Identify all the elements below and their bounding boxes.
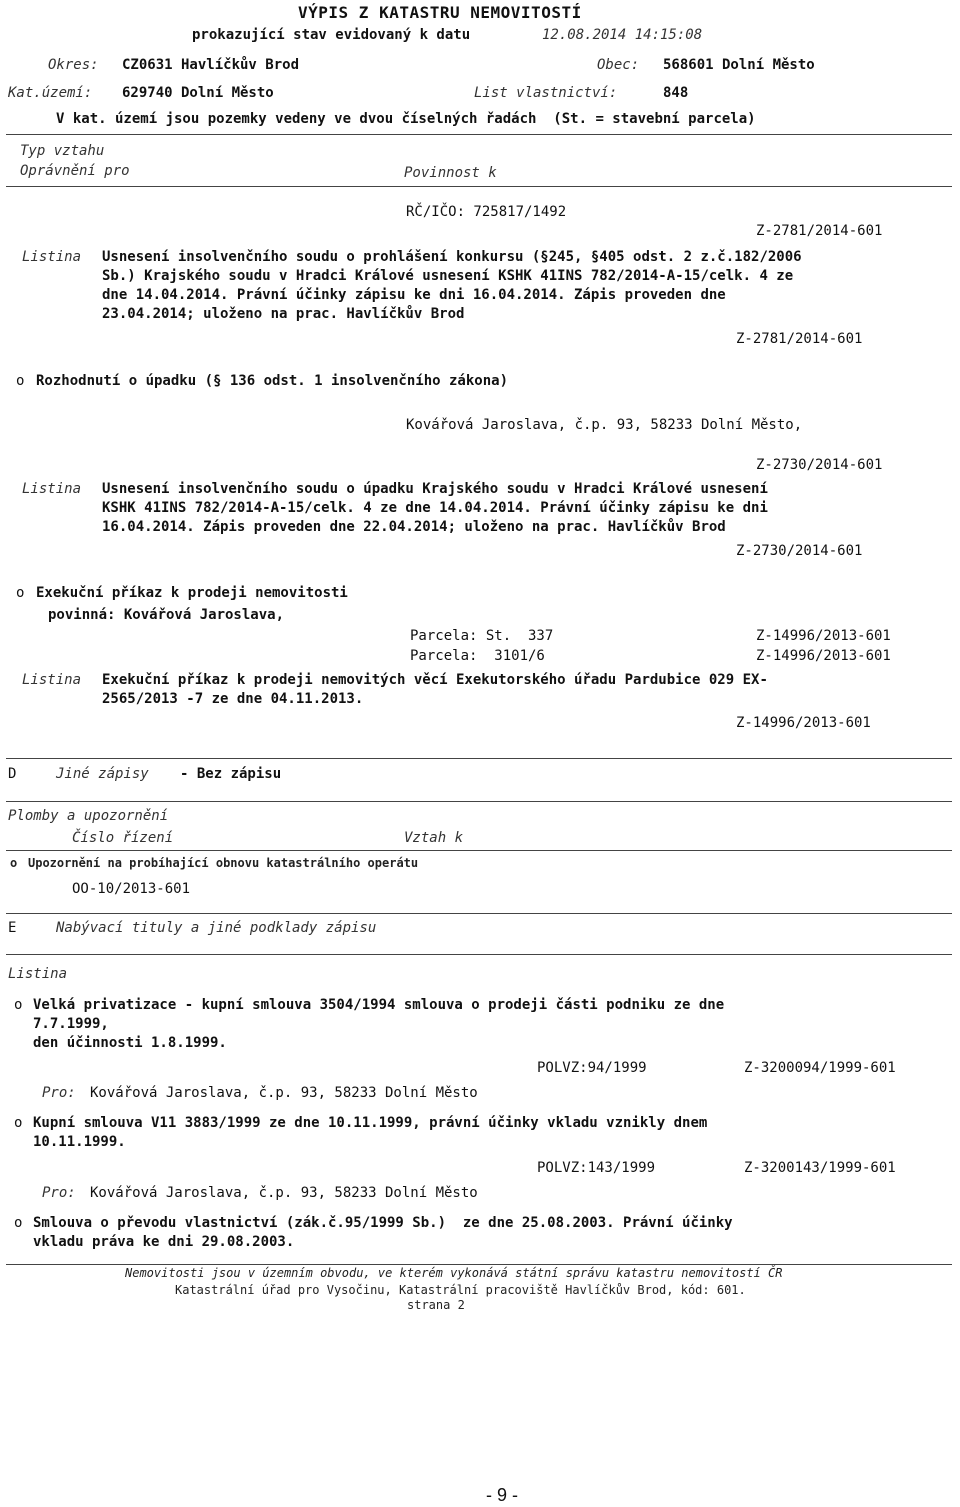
e-item-1-pro-label: Pro: (42, 1085, 76, 1101)
section-d-label: Jiné zápisy (56, 766, 149, 782)
col-typ-vztahu: Typ vztahu (20, 143, 105, 159)
plomby-columns-divider (6, 850, 952, 851)
list-vlastnictvi-label: List vlastnictví: (474, 85, 618, 101)
block3-title: Exekuční příkaz k prodeji nemovitosti (36, 585, 348, 601)
plomby-vztah-k: Vztah k (404, 830, 464, 846)
section-e-listina: Listina (8, 966, 68, 982)
document-subtitle: prokazující stav evidovaný k datu (192, 27, 471, 43)
block2-ref-top: Z-2730/2014-601 (756, 457, 883, 473)
plomby-ref: OO-10/2013-601 (72, 881, 191, 897)
e-item-1-line1: Velká privatizace - kupní smlouva 3504/1994 smlouva o prodeji části podniku ze dne (33, 997, 725, 1013)
section-d-divider (6, 758, 952, 759)
section-e-label: Nabývací tituly a jiné podklady zápisu (56, 920, 377, 936)
page-number: - 9 - (486, 1485, 519, 1505)
e-item-1-ref: Z-3200094/1999-601 (744, 1060, 896, 1076)
e-item-1-line2: 7.7.1999, (33, 1016, 109, 1032)
parcel-row-1-ref: Z-14996/2013-601 (756, 628, 891, 644)
plomby-cislo-rizeni: Číslo řízení (72, 830, 174, 846)
parcel-row-2: Parcela: 3101/6 (410, 648, 545, 664)
section-e-letter: E (8, 920, 17, 936)
block2-subject: Kovářová Jaroslava, č.p. 93, 58233 Dolní Město, (406, 417, 803, 433)
block3-ref-bottom: Z-14996/2013-601 (736, 715, 871, 731)
block3-listina-label: Listina (22, 672, 82, 688)
e-item-1-polvz: POLVZ:94/1999 (537, 1060, 647, 1076)
e-item-2-bullet: o (14, 1115, 23, 1131)
okres-label: Okres: (48, 57, 99, 73)
plomby-item: Upozornění na probíhající obnovu katastrálního operátu (28, 856, 419, 870)
plomby-divider (6, 801, 952, 802)
block1-text-line4: 23.04.2014; uloženo na prac. Havlíčkův Brod (102, 306, 465, 322)
kat-uzemi-label: Kat.území: (8, 85, 93, 101)
plomby-bullet: o (10, 856, 18, 870)
rc-ico: RČ/IČO: 725817/1492 (406, 204, 567, 220)
block3-bullet: o (16, 585, 25, 601)
section-d-letter: D (8, 766, 17, 782)
document-date: 12.08.2014 14:15:08 (542, 27, 703, 43)
e-item-2-polvz: POLVZ:143/1999 (537, 1160, 656, 1176)
block3-text-line1: Exekuční příkaz k prodeji nemovitých věcí Exekutorského úřadu Pardubice 029 EX- (102, 672, 768, 688)
e-item-3-line2: vkladu práva ke dni 29.08.2003. (33, 1234, 295, 1250)
block2-title: Rozhodnutí o úpadku (§ 136 odst. 1 insolvenčního zákona) (36, 373, 509, 389)
e-item-1-bullet: o (14, 997, 23, 1013)
section-e-columns-divider (6, 954, 952, 955)
block2-bullet: o (16, 373, 25, 389)
okres-value: CZ0631 Havlíčkův Brod (122, 57, 300, 73)
block1-text-line2: Sb.) Krajského soudu v Hradci Králové usnesení KSHK 41INS 782/2014-A-15/celk. 4 ze (102, 268, 794, 284)
block1-text-line1: Usnesení insolvenčního soudu o prohlášení konkursu (§245, §405 odst. 2 z.č.182/2006 (102, 249, 802, 265)
parcel-row-2-ref: Z-14996/2013-601 (756, 648, 891, 664)
header-divider (6, 134, 952, 135)
e-item-1-line3: den účinnosti 1.8.1999. (33, 1035, 227, 1051)
e-item-1-pro: Kovářová Jaroslava, č.p. 93, 58233 Dolní Město (90, 1085, 478, 1101)
block2-text-line1: Usnesení insolvenčního soudu o úpadku Krajského soudu v Hradci Králové usnesení (102, 481, 768, 497)
parcel-row-1: Parcela: St. 337 (410, 628, 554, 644)
footer-page-label: strana 2 (407, 1298, 465, 1312)
obec-label: Obec: (597, 57, 640, 73)
columns-divider (6, 186, 952, 187)
block2-text-line2: KSHK 41INS 782/2014-A-15/celk. 4 ze dne 14.04.2014. Právní účinky zápisu ke dni (102, 500, 768, 516)
block3-text-line2: 2565/2013 -7 ze dne 04.11.2013. (102, 691, 364, 707)
obec-value: 568601 Dolní Město (663, 57, 815, 73)
footer-divider (6, 1264, 952, 1265)
block1-listina-label: Listina (22, 249, 82, 265)
e-item-2-line2: 10.11.1999. (33, 1134, 126, 1150)
document-title: VÝPIS Z KATASTRU NEMOVITOSTÍ (298, 3, 582, 22)
block3-povinna: povinná: Kovářová Jaroslava, (48, 607, 285, 623)
footer-line-2: Katastrální úřad pro Vysočinu, Katastrální pracoviště Havlíčkův Brod, kód: 601. (175, 1283, 746, 1297)
block2-text-line3: 16.04.2014. Zápis proveden dne 22.04.2014; uloženo na prac. Havlíčkův Brod (102, 519, 726, 535)
block2-listina-label: Listina (22, 481, 82, 497)
e-item-3-line1: Smlouva o převodu vlastnictví (zák.č.95/1999 Sb.) ze dne 25.08.2003. Právní účinky (33, 1215, 733, 1231)
parcel-numbering-note: V kat. území jsou pozemky vedeny ve dvou číselných řadách (St. = stavební parcela) (56, 111, 756, 127)
col-povinnost-k: Povinnost k (404, 165, 497, 181)
section-d-value: - Bez zápisu (180, 766, 282, 782)
footer-line-1: Nemovitosti jsou v územním obvodu, ve kterém vykonává státní správu katastru nemovitostí ČR (125, 1266, 783, 1280)
section-e-divider (6, 913, 952, 914)
block1-ref-top: Z-2781/2014-601 (756, 223, 883, 239)
e-item-3-bullet: o (14, 1215, 23, 1231)
e-item-2-ref: Z-3200143/1999-601 (744, 1160, 896, 1176)
e-item-2-pro: Kovářová Jaroslava, č.p. 93, 58233 Dolní Město (90, 1185, 478, 1201)
block2-ref-bottom: Z-2730/2014-601 (736, 543, 863, 559)
block1-text-line3: dne 14.04.2014. Právní účinky zápisu ke dni 16.04.2014. Zápis proveden dne (102, 287, 726, 303)
col-opravneni-pro: Oprávnění pro (20, 163, 130, 179)
plomby-title: Plomby a upozornění (8, 808, 169, 824)
list-vlastnictvi-value: 848 (663, 85, 689, 101)
e-item-2-pro-label: Pro: (42, 1185, 76, 1201)
block1-ref-bottom: Z-2781/2014-601 (736, 331, 863, 347)
e-item-2-line1: Kupní smlouva V11 3883/1999 ze dne 10.11.1999, právní účinky vkladu vznikly dnem (33, 1115, 708, 1131)
kat-uzemi-value: 629740 Dolní Město (122, 85, 274, 101)
